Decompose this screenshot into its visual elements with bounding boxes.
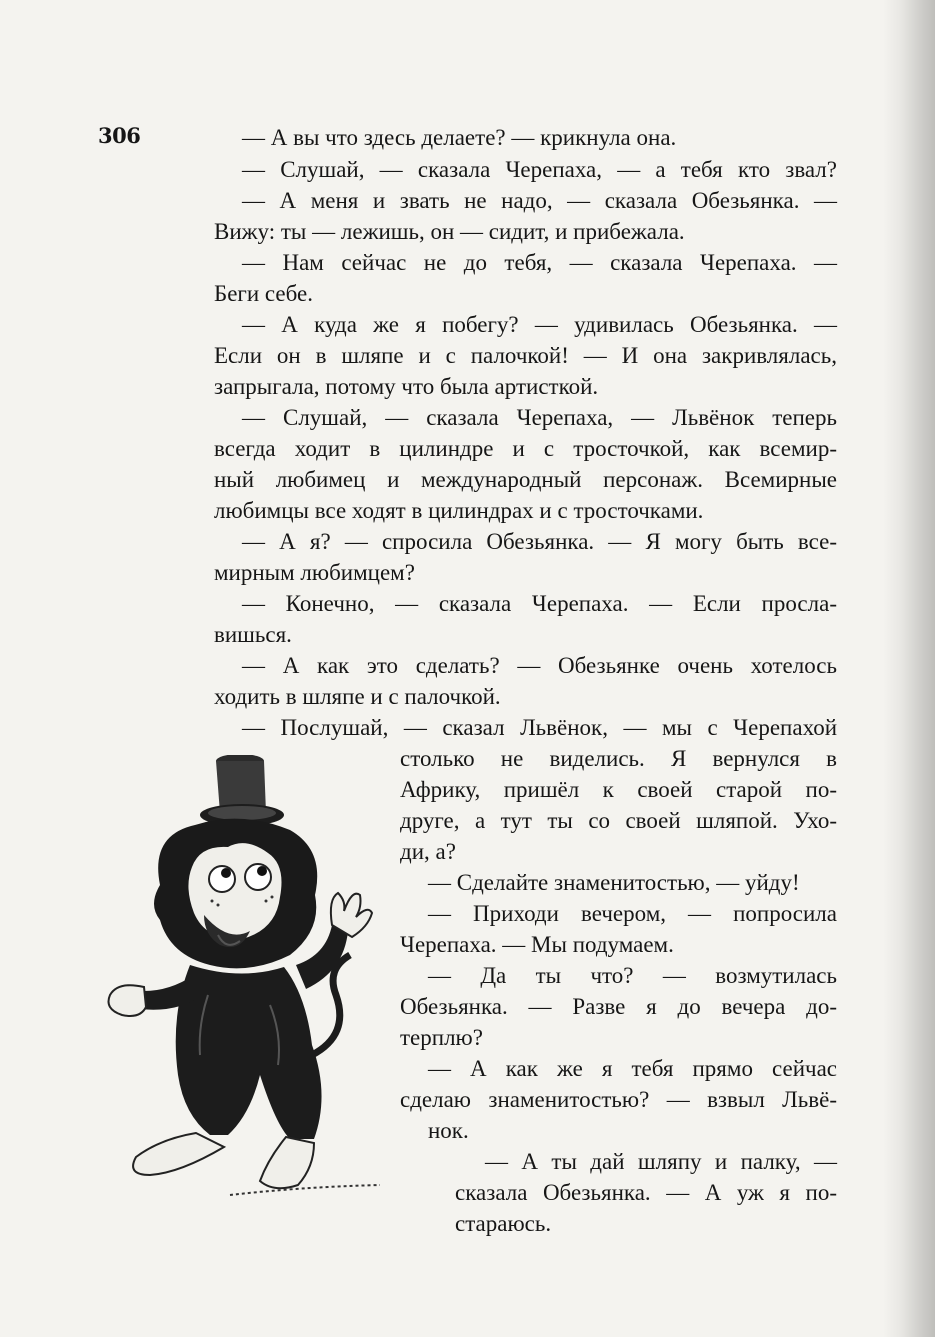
text-line: — А я? — спросила Обезьянка. — Я могу быть все- (242, 529, 837, 554)
text-line: Обезьянка. — Разве я до вечера до- (400, 994, 837, 1019)
monkey-head (154, 819, 317, 969)
text-line: — Послушай, — сказал Львёнок, — мы с Черепахой (242, 715, 837, 740)
text-line: сказала Обезьянка. — А уж я по- (455, 1180, 837, 1205)
text-line: ди, а? (400, 839, 456, 864)
text-line: друге, а тут ты со своей шляпой. Ухо- (400, 808, 837, 833)
text-line: Если он в шляпе и с палочкой! — И она закривлялась, (214, 343, 837, 368)
monkey-illustration (100, 755, 420, 1215)
text-line: — Слушай, — сказала Черепаха, — а тебя кто звал? (242, 157, 837, 182)
text-line: Африку, пришёл к своей старой по- (400, 777, 837, 802)
text-line: вишься. (214, 622, 292, 647)
text-line: стараюсь. (455, 1211, 552, 1236)
text-line: — Да ты что? — возмутилась (428, 963, 837, 988)
text-line: ходить в шляпе и с палочкой. (214, 684, 501, 709)
monkey-feet (133, 1133, 314, 1188)
text-line: мирным любимцем? (214, 560, 415, 585)
text-line: ный любимец и международный персонаж. Всемирные (214, 467, 837, 492)
text-line: — Конечно, — сказала Черепаха. — Если просла- (242, 591, 837, 616)
text-line: — Сделайте знаменитостью, — уйду! (428, 870, 800, 895)
text-line: терплю? (400, 1025, 483, 1050)
text-line: нок. (428, 1118, 469, 1143)
text-line: сделаю знаменитостью? — взвыл Львё- (400, 1087, 837, 1112)
text-line: — Слушай, — сказала Черепаха, — Львёнок теперь (242, 405, 837, 430)
text-line: — Приходи вечером, — попросила (428, 901, 837, 926)
top-hat-icon (200, 755, 284, 826)
page-spine-shadow (883, 0, 935, 1337)
text-line: — А вы что здесь делаете? — крикнула она. (242, 125, 677, 150)
text-line: Вижу: ты — лежишь, он — сидит, и прибежала. (214, 219, 685, 244)
text-line: — Нам сейчас не до тебя, — сказала Черепаха. — (242, 250, 837, 275)
text-line: — А ты дай шляпу и палку, — (485, 1149, 837, 1174)
text-line: столько не виделись. Я вернулся в (400, 746, 837, 771)
text-line: Черепаха. — Мы подумаем. (400, 932, 674, 957)
text-line: — А меня и звать не надо, — сказала Обезьянка. — (242, 188, 837, 213)
text-line: любимцы все ходят в цилиндрах и с тросточками. (214, 498, 704, 523)
text-line: всегда ходит в цилиндре и с тросточкой, как всемир- (214, 436, 837, 461)
text-line: запрыгала, потому что была артисткой. (214, 374, 599, 399)
page-number: 306 (98, 123, 141, 148)
text-line: — А как это сделать? — Обезьянке очень хотелось (242, 653, 837, 678)
text-line: — А куда же я побегу? — удивилась Обезьянка. — (242, 312, 837, 337)
text-line: — А как же я тебя прямо сейчас (428, 1056, 837, 1081)
ground-line (230, 1185, 380, 1195)
text-line: Беги себе. (214, 281, 313, 306)
